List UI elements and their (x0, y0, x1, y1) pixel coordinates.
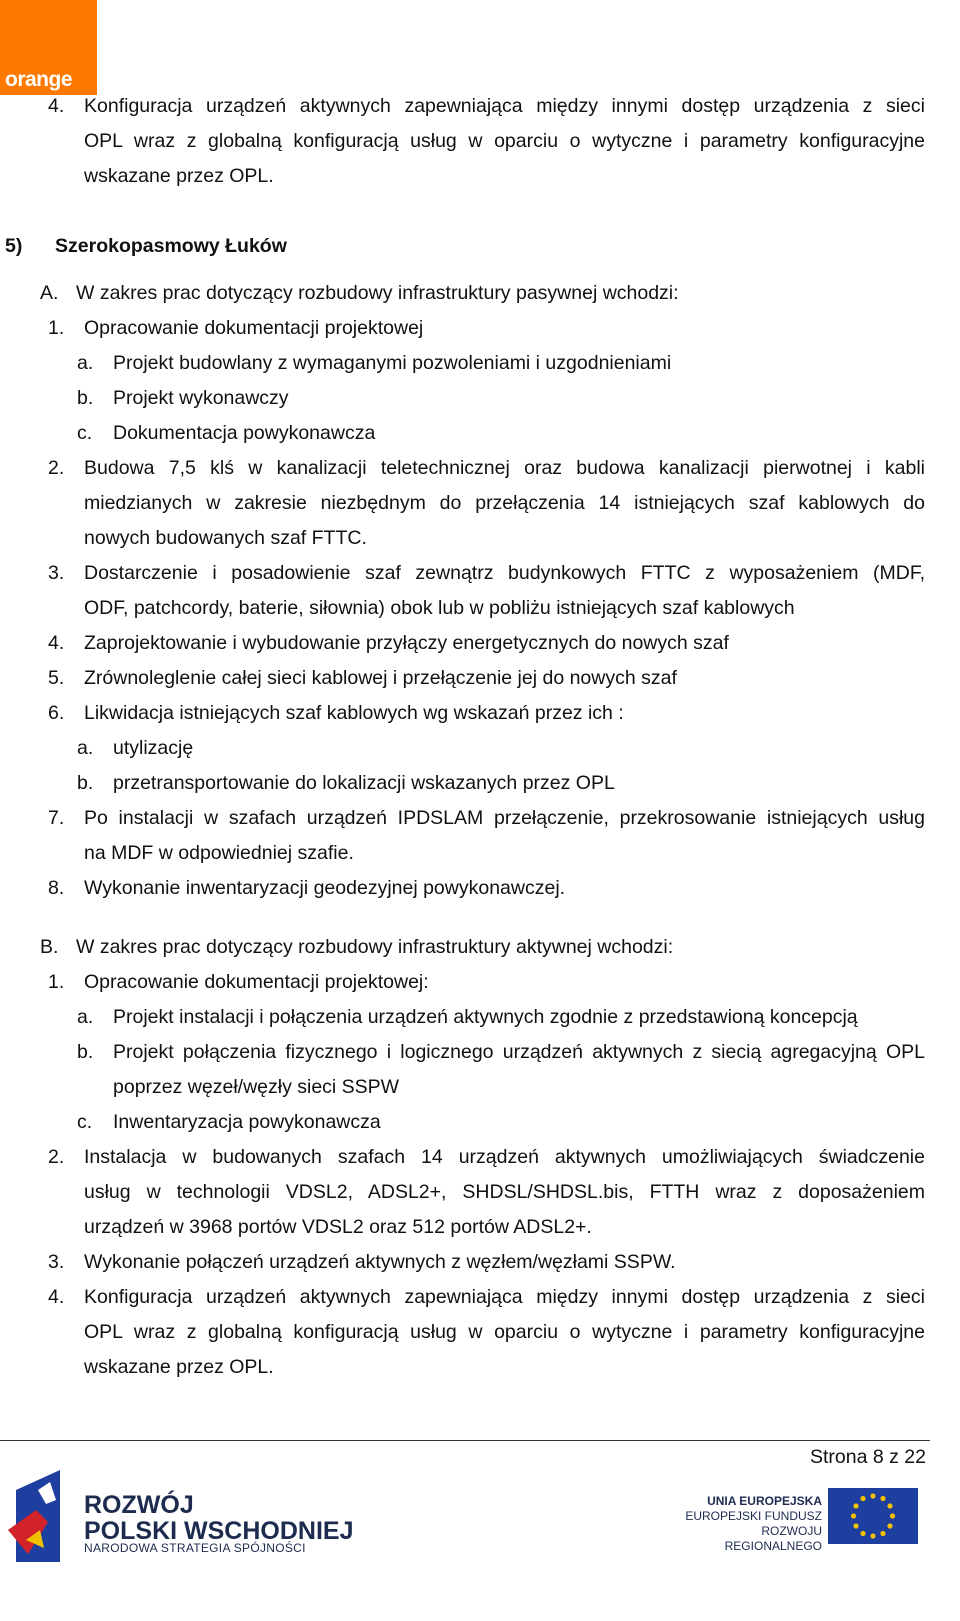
list-item-text: OPL wraz z globalną konfiguracją usług w oparciu o wytyczne i parametry konfiguracyjne (84, 1321, 925, 1343)
eu-label-line2: EUROPEJSKI FUNDUSZ (685, 1509, 822, 1523)
list-item-text: wskazane przez OPL. (84, 1356, 274, 1378)
part-letter: B. (40, 936, 59, 958)
sub-item-text: utylizację (113, 737, 194, 759)
list-number: 4. (48, 1286, 65, 1308)
sub-item-text: Projekt wykonawczy (113, 387, 289, 409)
list-item-text: OPL wraz z globalną konfiguracją usług w oparciu o wytyczne i parametry konfiguracyjne (84, 130, 925, 152)
list-item-text: Opracowanie dokumentacji projektowej (84, 317, 424, 339)
sub-item-text: przetransportowanie do lokalizacji wskazanych przez OPL (113, 772, 615, 794)
list-number: 2. (48, 1146, 65, 1168)
orange-logo-text: orange (5, 68, 73, 91)
list-item-text: na MDF w odpowiedniej szafie. (84, 842, 354, 864)
sub-letter: a. (77, 737, 94, 759)
sub-letter: b. (77, 772, 94, 794)
sub-letter: a. (77, 1006, 94, 1028)
list-item-text: Wykonanie połączeń urządzeń aktywnych z węzłem/węzłami SSPW. (84, 1251, 676, 1273)
rpw-subtitle: NARODOWA STRATEGIA SPÓJNOŚCI (84, 1541, 306, 1555)
eu-label-line3: ROZWOJU REGIONALNEGO (724, 1524, 822, 1553)
list-item-text: nowych budowanych szaf FTTC. (84, 527, 367, 549)
list-item-text: Konfiguracja urządzeń aktywnych zapewniająca między innymi dostęp urządzenia z sieci (84, 1286, 925, 1308)
sub-letter: a. (77, 352, 94, 374)
list-number: 8. (48, 877, 65, 899)
list-item-text: Opracowanie dokumentacji projektowej: (84, 971, 429, 993)
list-number: 7. (48, 807, 65, 829)
list-item-text: usług w technologii VDSL2, ADSL2+, SHDSL/SHDSL.bis, FTTH wraz z doposażeniem (84, 1181, 925, 1203)
sub-item-text: Projekt instalacji i połączenia urządzeń aktywnych zgodnie z przedstawioną koncepcją (113, 1006, 858, 1028)
list-item-text: miedzianych w zakresie niezbędnym do przełączenia 14 istniejących szaf kablowych do (84, 492, 925, 514)
eu-flag-icon (828, 1488, 918, 1544)
eu-label-line1: UNIA EUROPEJSKA (707, 1494, 822, 1508)
list-number: 1. (48, 971, 65, 993)
list-item-text: Zaprojektowanie i wybudowanie przyłączy energetycznych do nowych szaf (84, 632, 729, 654)
footer-divider (0, 1440, 930, 1441)
list-item-text: wskazane przez OPL. (84, 165, 274, 187)
section-number: 5) (5, 235, 23, 257)
list-item-text: ODF, patchcordy, baterie, siłownia) obok lub w pobliżu istniejących szaf kablowych (84, 597, 795, 619)
part-title: W zakres prac dotyczący rozbudowy infrastruktury pasywnej wchodzi: (76, 282, 679, 304)
sub-item-text: Dokumentacja powykonawcza (113, 422, 376, 444)
list-number: 1. (48, 317, 65, 339)
sub-item-text: Projekt budowlany z wymaganymi pozwoleniami i uzgodnieniami (113, 352, 672, 374)
list-item-text: Likwidacja istniejących szaf kablowych wg wskazań przez ich : (84, 702, 624, 724)
section-title: Szerokopasmowy Łuków (55, 235, 287, 257)
rpw-title-line1: ROZWÓJ (84, 1491, 194, 1519)
list-item-text: Dostarczenie i posadowienie szaf zewnątrz budynkowych FTTC z wyposażeniem (MDF, (84, 562, 925, 584)
sub-item-text: poprzez węzeł/węzły sieci SSPW (113, 1076, 400, 1098)
sub-letter: c. (77, 1111, 93, 1133)
sub-letter: b. (77, 1041, 94, 1063)
list-number: 3. (48, 562, 65, 584)
list-item-text: Instalacja w budowanych szafach 14 urządzeń aktywnych umożliwiających świadczenie (84, 1146, 925, 1168)
list-number: 2. (48, 457, 65, 479)
orange-logo (0, 0, 97, 95)
list-number: 5. (48, 667, 65, 689)
part-letter: A. (40, 282, 59, 304)
list-number: 4. (48, 95, 65, 117)
list-item-text: Konfiguracja urządzeń aktywnych zapewniająca między innymi dostęp urządzenia z sieci (84, 95, 925, 117)
list-item-text: urządzeń w 3968 portów VDSL2 oraz 512 portów ADSL2+. (84, 1216, 592, 1238)
sub-letter: c. (77, 422, 93, 444)
list-item-text: Zrównoleglenie całej sieci kablowej i przełączenie jej do nowych szaf (84, 667, 677, 689)
sub-item-text: Projekt połączenia fizycznego i logicznego urządzeń aktywnych z siecią agregacyjną OPL (113, 1041, 925, 1063)
rpw-emblem-icon (8, 1470, 78, 1562)
list-item-text: Budowa 7,5 klś w kanalizacji teletechnicznej oraz budowa kanalizacji pierwotnej i kabli (84, 457, 925, 479)
part-title: W zakres prac dotyczący rozbudowy infrastruktury aktywnej wchodzi: (76, 936, 674, 958)
sub-letter: b. (77, 387, 94, 409)
page-number: Strona 8 z 22 (810, 1446, 926, 1468)
sub-item-text: Inwentaryzacja powykonawcza (113, 1111, 381, 1133)
list-number: 4. (48, 632, 65, 654)
rpw-title-line2: POLSKI WSCHODNIEJ (84, 1517, 354, 1545)
list-item-text: Wykonanie inwentaryzacji geodezyjnej powykonawczej. (84, 877, 566, 899)
eu-fund-label (674, 1494, 822, 1554)
list-number: 3. (48, 1251, 65, 1273)
list-number: 6. (48, 702, 65, 724)
list-item-text: Po instalacji w szafach urządzeń IPDSLAM przełączenie, przekrosowanie istniejących usług (84, 807, 925, 829)
